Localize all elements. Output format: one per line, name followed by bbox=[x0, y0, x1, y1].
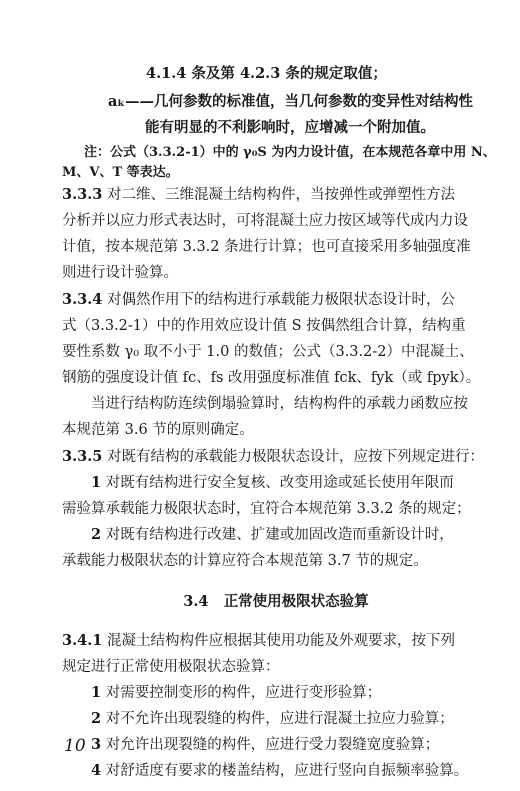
clause-text: 混凝土结构构件应根据其使用功能及外观要求，按下列 bbox=[106, 633, 455, 649]
clause-3-3-5 bbox=[62, 447, 484, 467]
list-item bbox=[91, 473, 454, 493]
text-line: 计值，按本规范第 3.3.2 条进行计算；也可直接采用多轴强度准 bbox=[62, 239, 471, 255]
text-line: 本规范第 3.6 节的原则确定。 bbox=[62, 422, 254, 438]
clause-number: 3.3.3 bbox=[62, 186, 103, 203]
item-number: 2 bbox=[91, 526, 102, 543]
clause-number: 3.4.1 bbox=[62, 632, 103, 649]
item-text: 对允许出现裂缝的构件，应进行受力裂缝宽度验算； bbox=[105, 737, 440, 753]
clause-number: 3.3.4 bbox=[62, 291, 103, 308]
clause-text: 对偶然作用下的结构进行承载能力极限状态设计时，公 bbox=[106, 292, 455, 308]
item-number: 4 bbox=[91, 762, 102, 779]
item-text: 对不允许出现裂缝的构件，应进行混凝土拉应力验算； bbox=[105, 711, 454, 727]
text-line: 规定进行正常使用极限状态验算： bbox=[62, 659, 280, 675]
list-item bbox=[91, 525, 454, 545]
item-number: 1 bbox=[91, 474, 102, 491]
clause-number: 3.3.5 bbox=[62, 448, 103, 465]
text-line: 钢筋的强度设计值 fc、fs 改用强度标准值 fck、fyk（或 fpyk）。 bbox=[62, 370, 481, 386]
page-number: 10 bbox=[64, 736, 86, 756]
text-line: 要性系数 γ₀ 取不小于 1.0 的数值；公式（3.3.2-2）中混凝土、 bbox=[62, 344, 474, 360]
clause-3-4-1 bbox=[62, 631, 455, 651]
section-title: 正常使用极限状态验算 bbox=[223, 593, 369, 610]
item-text: 对既有结构进行改建、扩建或加固改造而重新设计时， bbox=[105, 527, 454, 543]
note-line: M、V、T 等表达。 bbox=[62, 165, 179, 180]
text-line: aₖ——几何参数的标准值，当几何参数的变异性对结构性 bbox=[108, 93, 473, 110]
clause-text: 对二维、三维混凝土结构构件，当按弹性或弹塑性方法 bbox=[106, 187, 455, 203]
text-line: 需验算承载能力极限状态时，宜符合本规范第 3.3.2 条的规定； bbox=[62, 501, 471, 517]
text-line: 承载能力极限状态的计算应符合本规范第 3.7 节的规定。 bbox=[62, 553, 428, 569]
list-item bbox=[91, 683, 381, 703]
text-line: 式（3.3.2-1）中的作用效应设计值 S 按偶然组合计算，结构重 bbox=[62, 318, 466, 334]
item-number: 1 bbox=[91, 684, 102, 701]
section-heading bbox=[62, 592, 490, 612]
list-item bbox=[91, 735, 439, 755]
section-number: 3.4 bbox=[183, 593, 209, 610]
list-item bbox=[91, 761, 468, 781]
list-item bbox=[91, 709, 454, 729]
item-number: 3 bbox=[91, 736, 102, 753]
text-line: 能有明显的不利影响时，应增减一个附加值。 bbox=[145, 119, 435, 136]
clause-3-3-3 bbox=[62, 185, 455, 205]
item-number: 2 bbox=[91, 710, 102, 727]
item-text: 对需要控制变形的构件，应进行变形验算； bbox=[105, 685, 382, 701]
item-text: 对舒适度有要求的楼盖结构，应进行竖向自振频率验算。 bbox=[105, 763, 469, 779]
clause-text: 对既有结构的承载能力极限状态设计，应按下列规定进行： bbox=[106, 449, 484, 465]
clause-3-3-4 bbox=[62, 290, 455, 310]
text-line: 则进行设计验算。 bbox=[62, 265, 178, 281]
item-text: 对既有结构进行安全复核、改变用途或延长使用年限而 bbox=[105, 475, 454, 491]
text-line: 4.1.4 条及第 4.2.3 条的规定取值； bbox=[146, 65, 387, 82]
note-line: 注：公式（3.3.2-1）中的 γ₀S 为内力设计值，在本规范各章中用 N、 bbox=[84, 145, 496, 160]
text-line: 当进行结构防连续倒塌验算时，结构构件的承载力函数应按 bbox=[91, 396, 468, 412]
text-line: 分析并以应力形式表达时，可将混凝土应力按区域等代成内力设 bbox=[62, 213, 468, 229]
